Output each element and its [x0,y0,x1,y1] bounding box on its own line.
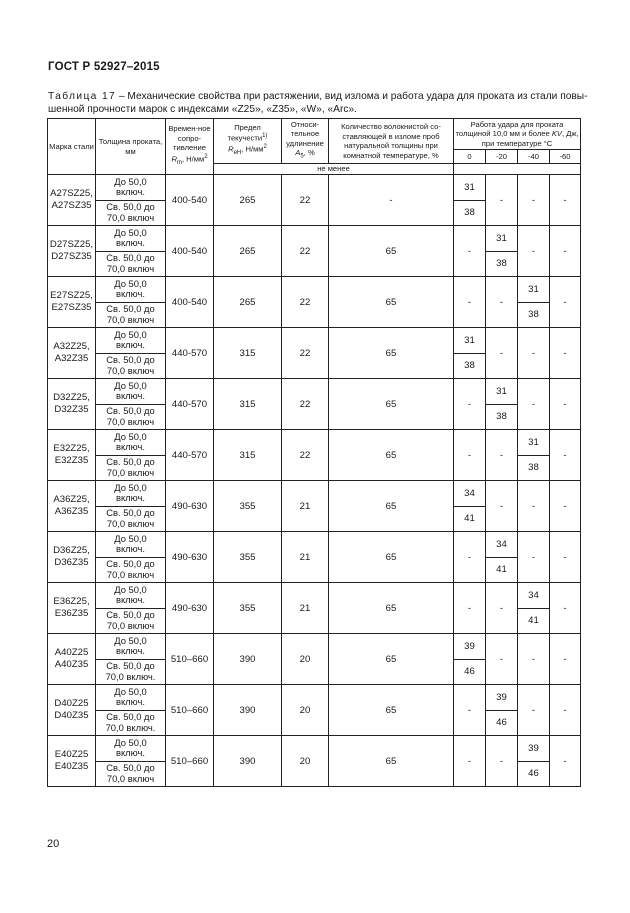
yield-cell: 315 [214,328,282,379]
thickness-cell: До 50,0 включ. [96,175,166,201]
thickness-cell: До 50,0 включ. [96,379,166,405]
grade-cell: E40Z25 E40Z35 [48,736,96,787]
thickness-cell: До 50,0 включ. [96,634,166,660]
yield-cell: 315 [214,379,282,430]
impact-cell: - [486,430,518,481]
temp-header: -20 [486,150,518,164]
elongation-cell: 22 [282,328,329,379]
thickness-cell: До 50,0 включ. [96,226,166,252]
fibrous-cell: 65 [329,685,454,736]
yield-cell: 265 [214,277,282,328]
elongation-cell: 22 [282,430,329,481]
elongation-cell: 20 [282,634,329,685]
fibrous-cell: 65 [329,583,454,634]
tensile-sup: 2 [204,153,208,160]
col-grade: Марка стали [48,119,96,175]
fibrous-cell: 65 [329,328,454,379]
yield-unit: , Н/мм [241,145,264,155]
impact-cell: 41 [518,608,550,634]
impact-cell: - [550,736,581,787]
yield-sub: eH [233,150,242,157]
thickness-cell: Св. 50,0 до 70,0 включ [96,455,166,481]
thickness-cell: Св. 50,0 до 70,0 включ [96,404,166,430]
elongation-symbol: A [295,148,301,158]
impact-cell: 38 [518,302,550,328]
impact-cell: - [486,175,518,226]
elongation-cell: 22 [282,226,329,277]
impact-label: Работа удара для проката толщиной 10,0 мм и более [455,119,564,139]
elongation-label: Относи-тельное удлинение [286,119,324,148]
impact-cell: - [550,532,581,583]
impact-cell: 38 [486,404,518,430]
yield-symbol: R [228,145,234,155]
impact-cell: 31 [454,328,486,354]
elongation-cell: 22 [282,175,329,226]
impact-cell: - [550,277,581,328]
impact-cell: - [550,634,581,685]
elongation-unit: , % [303,148,315,158]
impact-cell: 38 [486,251,518,277]
table-row [48,685,581,711]
fibrous-cell: - [329,175,454,226]
yield-cell: 265 [214,226,282,277]
impact-cell: - [454,379,486,430]
grade-cell: D27SZ25, D27SZ35 [48,226,96,277]
page-number: 20 [47,838,60,850]
thickness-cell: Св. 50,0 до 70,0 включ [96,353,166,379]
impact-cell: 41 [486,557,518,583]
yield-cell: 390 [214,736,282,787]
impact-cell: 38 [454,353,486,379]
col-impact [454,119,581,150]
impact-cell: - [518,685,550,736]
tensile-cell: 490-630 [166,583,214,634]
thickness-cell: Св. 50,0 до 70,0 включ. [96,659,166,685]
impact-cell: - [550,328,581,379]
yield-cell: 355 [214,532,282,583]
impact-cell: - [550,685,581,736]
grade-cell: E36Z25, E36Z35 [48,583,96,634]
impact-cell: - [454,532,486,583]
yield-cell: 390 [214,685,282,736]
fibrous-cell: 65 [329,532,454,583]
grade-cell: A40Z25 A40Z35 [48,634,96,685]
table-row [48,175,581,201]
table-row [48,532,581,558]
tensile-cell: 440-570 [166,430,214,481]
impact-cell: - [486,634,518,685]
grade-cell: D40Z25 D40Z35 [48,685,96,736]
impact-cell: 31 [486,226,518,252]
grade-cell: D36Z25, D36Z35 [48,532,96,583]
caption-label: Таблица 17 [48,91,117,102]
caption-text-line1: – Механические свойства при растяжении, вид излома и работа удара для проката из стали повы- [116,91,588,102]
caption-text-line2: шенной прочности марок с индексами «Z25», «Z35», «W», «Arc». [48,103,357,115]
impact-cell: - [454,583,486,634]
impact-cell: - [454,736,486,787]
yield-footnote: 1) [262,133,268,140]
impact-cell: - [518,328,550,379]
elongation-sub: 5 [300,153,304,160]
impact-cell: 46 [518,761,550,787]
elongation-cell: 22 [282,379,329,430]
thickness-cell: Св. 50,0 до 70,0 включ [96,200,166,226]
col-elongation [282,119,329,164]
thickness-cell: До 50,0 включ. [96,430,166,456]
tensile-unit: , Н/мм [181,154,205,164]
thickness-cell: Св. 50,0 до 70,0 включ [96,761,166,787]
impact-unit: , Дж, при температуре °С [481,129,579,148]
impact-cell: - [486,328,518,379]
impact-cell: - [518,379,550,430]
impact-cell: - [550,481,581,532]
impact-cell: 46 [486,710,518,736]
mechanical-properties-table [47,118,581,787]
tensile-cell: 510–660 [166,736,214,787]
impact-cell: - [454,277,486,328]
impact-cell: - [454,430,486,481]
impact-cell: 31 [486,379,518,405]
grade-cell: E32Z25, E32Z35 [48,430,96,481]
impact-cell: - [518,532,550,583]
fibrous-cell: 65 [329,481,454,532]
thickness-cell: До 50,0 включ. [96,481,166,507]
impact-cell: 34 [518,583,550,609]
col-yield [214,119,282,164]
tensile-sub: m [176,160,182,167]
thickness-cell: До 50,0 включ. [96,532,166,558]
table-body [48,175,581,787]
impact-cell: - [486,736,518,787]
thickness-cell: Св. 50,0 до 70,0 включ [96,251,166,277]
fibrous-cell: 65 [329,379,454,430]
impact-cell: - [454,226,486,277]
table-row [48,379,581,405]
thickness-cell: Св. 50,0 до 70,0 включ [96,302,166,328]
impact-cell: 31 [518,277,550,303]
tensile-cell: 510–660 [166,685,214,736]
min-note: не менее [214,164,454,175]
thickness-cell: Св. 50,0 до 70,0 включ [96,608,166,634]
fibrous-cell: 65 [329,430,454,481]
yield-cell: 355 [214,481,282,532]
elongation-cell: 21 [282,532,329,583]
grade-cell: D32Z25, D32Z35 [48,379,96,430]
thickness-cell: Св. 50,0 до 70,0 включ. [96,710,166,736]
impact-cell: - [518,226,550,277]
table-caption [48,91,588,116]
tensile-cell: 440-570 [166,328,214,379]
tensile-cell: 490-630 [166,532,214,583]
impact-cell: 31 [454,175,486,201]
tensile-symbol: R [171,154,177,164]
fibrous-cell: 65 [329,277,454,328]
temp-header: 0 [454,150,486,164]
elongation-cell: 22 [282,277,329,328]
col-thickness: Толщина проката, мм [96,119,166,175]
thickness-cell: До 50,0 включ. [96,736,166,762]
impact-cell: - [518,634,550,685]
thickness-cell: До 50,0 включ. [96,277,166,303]
impact-cell: - [486,481,518,532]
impact-cell: 39 [486,685,518,711]
impact-cell: - [486,277,518,328]
table-row [48,481,581,507]
elongation-cell: 21 [282,583,329,634]
grade-cell: A27SZ25, A27SZ35 [48,175,96,226]
impact-cell: - [550,379,581,430]
yield-cell: 355 [214,583,282,634]
yield-cell: 315 [214,430,282,481]
impact-cell: - [518,175,550,226]
impact-cell: 41 [454,506,486,532]
elongation-cell: 21 [282,481,329,532]
impact-cell: - [454,685,486,736]
table-row [48,583,581,609]
table-row [48,277,581,303]
impact-cell: 34 [454,481,486,507]
tensile-cell: 510–660 [166,634,214,685]
thickness-cell: До 50,0 включ. [96,685,166,711]
thickness-cell: Св. 50,0 до 70,0 включ [96,557,166,583]
tensile-cell: 400-540 [166,226,214,277]
grade-cell: E27SZ25, E27SZ35 [48,277,96,328]
impact-cell: 39 [518,736,550,762]
tensile-cell: 490-630 [166,481,214,532]
tensile-cell: 400-540 [166,175,214,226]
thickness-cell: До 50,0 включ. [96,583,166,609]
impact-cell: - [550,430,581,481]
impact-cell: 39 [454,634,486,660]
col-fibrous: Количество волокнистой со-ставляющей в изломе проб натуральной толщины при комнатной температуре, % [329,119,454,164]
elongation-cell: 20 [282,736,329,787]
impact-cell: 46 [454,659,486,685]
impact-cell: - [550,226,581,277]
impact-cell: - [550,583,581,634]
fibrous-cell: 65 [329,634,454,685]
yield-label: Предел текучести [227,122,263,143]
yield-cell: 390 [214,634,282,685]
impact-cell: 34 [486,532,518,558]
tensile-label: Времен-ное сопро-тивление [168,124,211,153]
standard-header: ГОСТ Р 52927–2015 [48,61,160,73]
yield-sup: 2 [263,144,267,151]
tensile-cell: 400-540 [166,277,214,328]
table-row [48,328,581,354]
table-row [48,430,581,456]
impact-cell: 38 [518,455,550,481]
impact-symbol: KV [551,129,562,139]
tensile-cell: 440-570 [166,379,214,430]
impact-cell: 38 [454,200,486,226]
fibrous-cell: 65 [329,226,454,277]
impact-cell: 31 [518,430,550,456]
col-tensile [166,119,214,175]
grade-cell: A36Z25, A36Z35 [48,481,96,532]
thickness-cell: До 50,0 включ. [96,328,166,354]
table-row [48,226,581,252]
thickness-cell: Св. 50,0 до 70,0 включ [96,506,166,532]
elongation-cell: 20 [282,685,329,736]
impact-cell: - [486,583,518,634]
temp-header: -40 [518,150,550,164]
fibrous-cell: 65 [329,736,454,787]
grade-cell: A32Z25, A32Z35 [48,328,96,379]
table-row [48,634,581,660]
impact-cell: - [550,175,581,226]
min-note-blank [454,164,581,175]
yield-cell: 265 [214,175,282,226]
impact-cell: - [518,481,550,532]
temp-header: -60 [550,150,581,164]
table-row [48,736,581,762]
